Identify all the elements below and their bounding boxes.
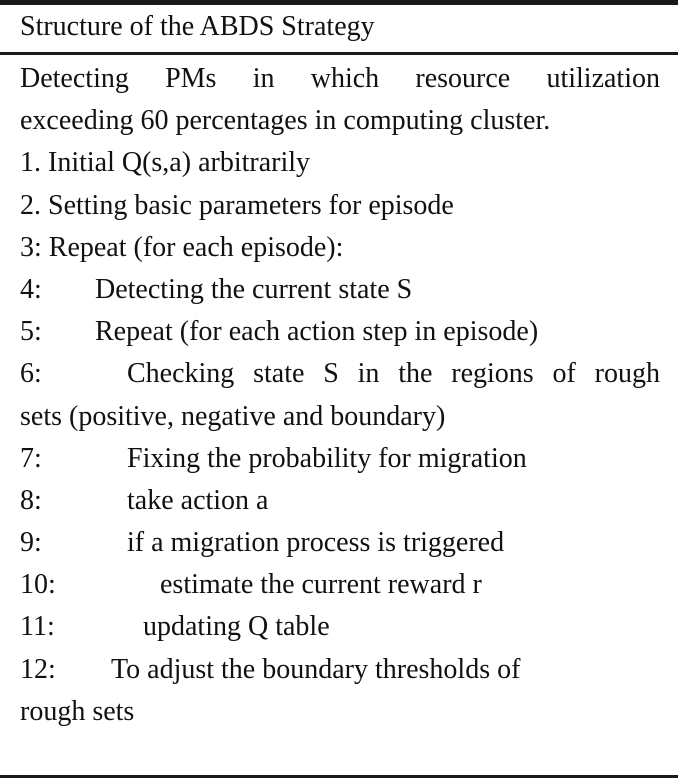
step-line <box>20 142 660 184</box>
step-line <box>20 269 660 311</box>
step-line <box>20 353 660 395</box>
table-top-rule <box>0 0 678 5</box>
algorithm-body <box>20 58 660 733</box>
step-number: 6: <box>20 358 42 390</box>
step-text: estimate the current reward r <box>160 569 482 601</box>
step-text: if a migration process is triggered <box>127 527 505 559</box>
step-line <box>20 227 660 269</box>
step-number: 5: <box>20 316 42 348</box>
step-number: 7: <box>20 442 42 474</box>
step-line <box>20 564 660 606</box>
table-header-rule <box>0 52 678 55</box>
step-line <box>20 649 660 691</box>
step-number: 10: <box>20 569 56 601</box>
step-line <box>20 480 660 522</box>
step-line <box>20 396 660 438</box>
step-text: sets (positive, negative and boundary) <box>20 400 446 432</box>
step-number: 11: <box>20 611 55 643</box>
step-text: 2. Setting basic parameters for episode <box>20 189 454 221</box>
step-text: To adjust the boundary thresholds of <box>111 653 521 685</box>
step-line <box>20 311 660 353</box>
step-text: Checking state S in the regions of rough <box>127 358 660 390</box>
step-number: 9: <box>20 527 42 559</box>
step-text: take action a <box>127 484 269 516</box>
step-number: 12: <box>20 653 56 685</box>
step-text: Fixing the probability for migration <box>127 442 527 474</box>
step-text: Detecting the current state S <box>95 273 413 305</box>
step-text: rough sets <box>20 695 135 727</box>
step-line <box>20 606 660 648</box>
step-text: 1. Initial Q(s,a) arbitrarily <box>20 147 311 179</box>
table-title: Structure of the ABDS Strategy <box>20 11 375 42</box>
step-number: 4: <box>20 273 42 305</box>
step-text: updating Q table <box>143 611 330 643</box>
intro-line: exceeding 60 percentages in computing cluster. <box>20 105 551 137</box>
step-line <box>20 185 660 227</box>
step-line <box>20 438 660 480</box>
step-line <box>20 522 660 564</box>
step-text: Repeat (for each action step in episode) <box>95 316 539 348</box>
intro-line: Detecting PMs in which resource utilization <box>20 63 660 94</box>
step-text: 3: Repeat (for each episode): <box>20 231 344 263</box>
step-number: 8: <box>20 484 42 516</box>
step-line <box>20 691 660 733</box>
